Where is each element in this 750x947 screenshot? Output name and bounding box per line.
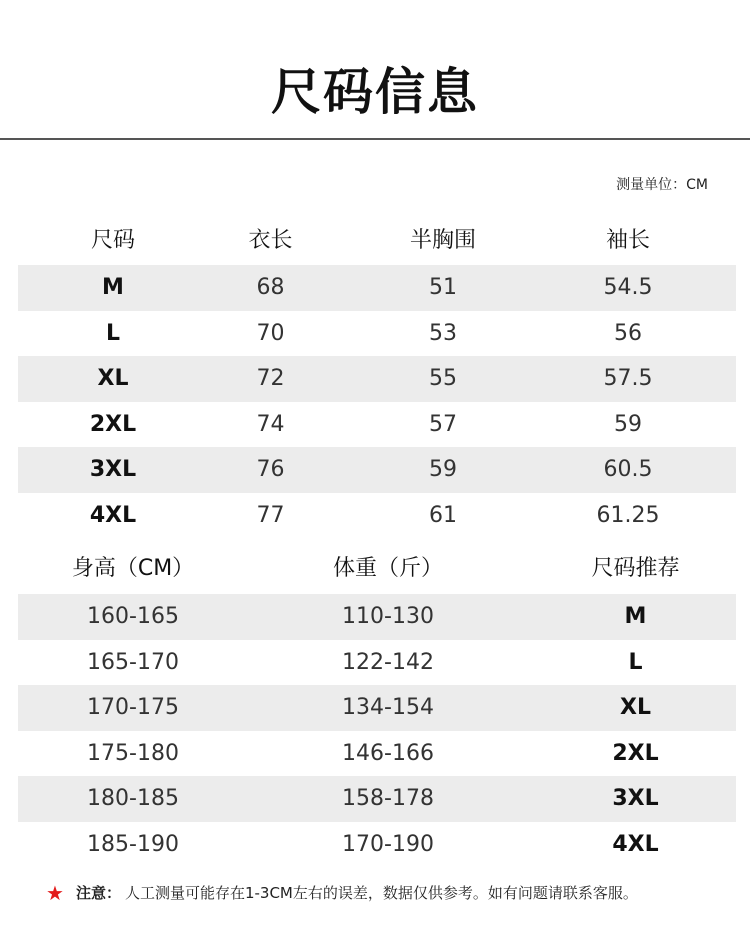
chest-cell: 51 — [429, 275, 457, 301]
chest-cell: 59 — [429, 457, 457, 483]
weight-cell: 146-166 — [342, 740, 434, 766]
table-row — [18, 265, 736, 311]
recommend-cell: M — [624, 604, 647, 630]
table-header-row — [18, 538, 736, 594]
height-cell: 170-175 — [87, 695, 179, 721]
table-row — [18, 493, 736, 539]
sleeve-cell: 61.25 — [596, 502, 660, 528]
size-table — [18, 211, 736, 538]
header-half-chest: 半胸围 — [409, 227, 476, 253]
size-cell: 2XL — [89, 411, 137, 437]
sleeve-cell: 60.5 — [603, 457, 653, 483]
note-label: 注意： — [75, 884, 121, 902]
weight-cell: 158-178 — [342, 786, 434, 812]
title-divider — [0, 138, 750, 140]
recommend-cell: 3XL — [612, 786, 659, 812]
size-cell: 3XL — [89, 457, 137, 483]
sleeve-cell: 56 — [614, 320, 642, 346]
size-cell: XL — [97, 366, 129, 392]
recommend-cell: 4XL — [612, 831, 659, 857]
header-recommend: 尺码推荐 — [591, 555, 680, 581]
table-row — [18, 685, 736, 731]
table-row — [18, 731, 736, 777]
note-text: 人工测量可能存在1-3CM左右的误差，数据仅供参考。如有问题请联系客服。 — [124, 884, 638, 902]
table-row — [18, 447, 736, 493]
header-height: 身高（CM） — [71, 555, 195, 581]
table-header-row — [18, 211, 736, 265]
length-cell: 72 — [256, 366, 285, 392]
length-cell: 77 — [256, 502, 285, 528]
size-cell: M — [102, 275, 124, 301]
height-cell: 185-190 — [87, 831, 179, 857]
table-row — [18, 311, 736, 357]
length-cell: 74 — [256, 411, 285, 437]
size-cell: 4XL — [89, 502, 137, 528]
height-cell: 165-170 — [87, 649, 179, 675]
table-row — [18, 594, 736, 640]
height-cell: 160-165 — [87, 604, 179, 630]
length-cell: 68 — [256, 275, 285, 301]
table-row — [18, 402, 736, 448]
star-icon: ★ — [46, 880, 64, 905]
recommend-cell: L — [628, 649, 643, 675]
size-cell: L — [105, 320, 121, 346]
table-row — [18, 356, 736, 402]
chest-cell: 61 — [429, 502, 457, 528]
chest-cell: 53 — [429, 320, 457, 346]
sleeve-cell: 54.5 — [603, 275, 653, 301]
recommend-table — [18, 538, 736, 867]
header-weight: 体重（斤） — [332, 555, 443, 581]
chest-cell: 57 — [429, 411, 457, 437]
chest-cell: 55 — [429, 366, 457, 392]
footer-note — [46, 882, 638, 903]
weight-cell: 122-142 — [342, 649, 434, 675]
recommend-cell: 2XL — [612, 740, 659, 766]
weight-cell: 170-190 — [342, 831, 434, 857]
recommend-cell: XL — [620, 695, 651, 721]
length-cell: 76 — [256, 457, 285, 483]
weight-cell: 110-130 — [342, 604, 434, 630]
sleeve-cell: 59 — [614, 411, 642, 437]
weight-cell: 134-154 — [342, 695, 434, 721]
length-cell: 70 — [256, 320, 285, 346]
header-size: 尺码 — [90, 227, 135, 253]
table-row — [18, 640, 736, 686]
header-sleeve: 袖长 — [605, 227, 650, 253]
table-row — [18, 776, 736, 822]
height-cell: 180-185 — [87, 786, 179, 812]
height-cell: 175-180 — [87, 740, 179, 766]
header-length: 衣长 — [248, 227, 293, 253]
unit-note: 测量单位：CM — [616, 177, 708, 193]
page-title: 尺码信息 — [271, 63, 479, 121]
table-row — [18, 822, 736, 868]
sleeve-cell: 57.5 — [603, 366, 653, 392]
